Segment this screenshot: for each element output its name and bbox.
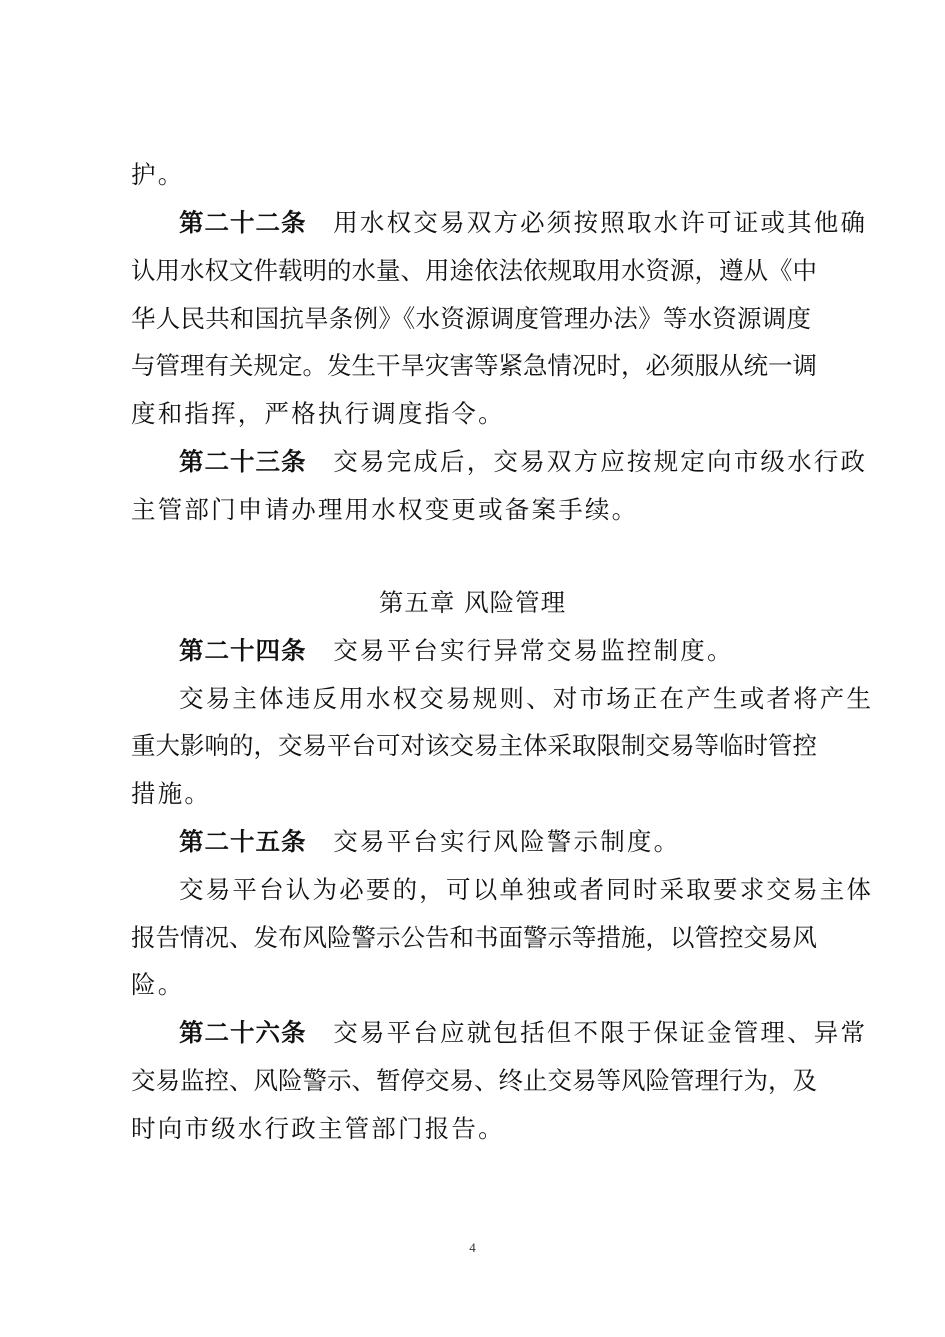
article-26-heading: 第二十六条 [179,1018,307,1047]
article-22-line-5: 度和指挥，严格执行调度指令。 [131,399,505,428]
line-1: 护。 [131,160,185,189]
article-25-heading: 第二十五条 [179,827,307,856]
article-22-line-3: 华人民共和国抗旱条例》《水资源调度管理办法》等水资源调度 [131,304,811,333]
chapter-title: 第五章 风险管理 [378,588,567,617]
article-24-para-line-2: 重大影响的，交易平台可对该交易主体采取限制交易等临时管控 [131,731,817,760]
article-25-para-line-2: 报告情况、发布风险警示公告和书面警示等措施，以管控交易风 [131,923,817,952]
article-26-line-1: 第二十六条 交易平台应就包括但不限于保证金管理、异常 [179,1018,868,1047]
article-24-para-line-3: 措施。 [131,779,212,808]
article-23-line-2: 主管部门申请办理用水权变更或备案手续。 [131,495,639,524]
article-22-heading: 第二十二条 [179,208,307,237]
article-25-para-line-3: 险。 [131,970,185,999]
article-23-heading: 第二十三条 [179,447,307,476]
article-22-line-2: 认用水权文件载明的水量、用途依法依规取用水资源，遵从《中 [131,256,817,285]
article-25-line-1: 第二十五条 交易平台实行风险警示制度。 [179,827,681,856]
article-22-line-4: 与管理有关规定。发生干旱灾害等紧急情况时，必须服从统一调 [131,351,817,380]
article-26-line-2: 交易监控、风险警示、暂停交易、终止交易等风险管理行为，及 [131,1066,817,1095]
article-22-line-1: 第二十二条 用水权交易双方必须按照取水许可证或其他确 [179,208,868,237]
article-24-para-line-1: 交易主体违反用水权交易规则、对市场正在产生或者将产生 [179,684,874,713]
article-24-line-1: 第二十四条 交易平台实行异常交易监控制度。 [179,636,734,665]
article-25-para-line-1: 交易平台认为必要的，可以单独或者同时采取要求交易主体 [179,875,874,904]
article-24-heading: 第二十四条 [179,636,307,665]
article-26-line-3: 时向市级水行政主管部门报告。 [131,1114,505,1143]
article-23-line-1: 第二十三条 交易完成后，交易双方应按规定向市级水行政 [179,447,868,476]
page-number: 4 [469,1240,476,1255]
